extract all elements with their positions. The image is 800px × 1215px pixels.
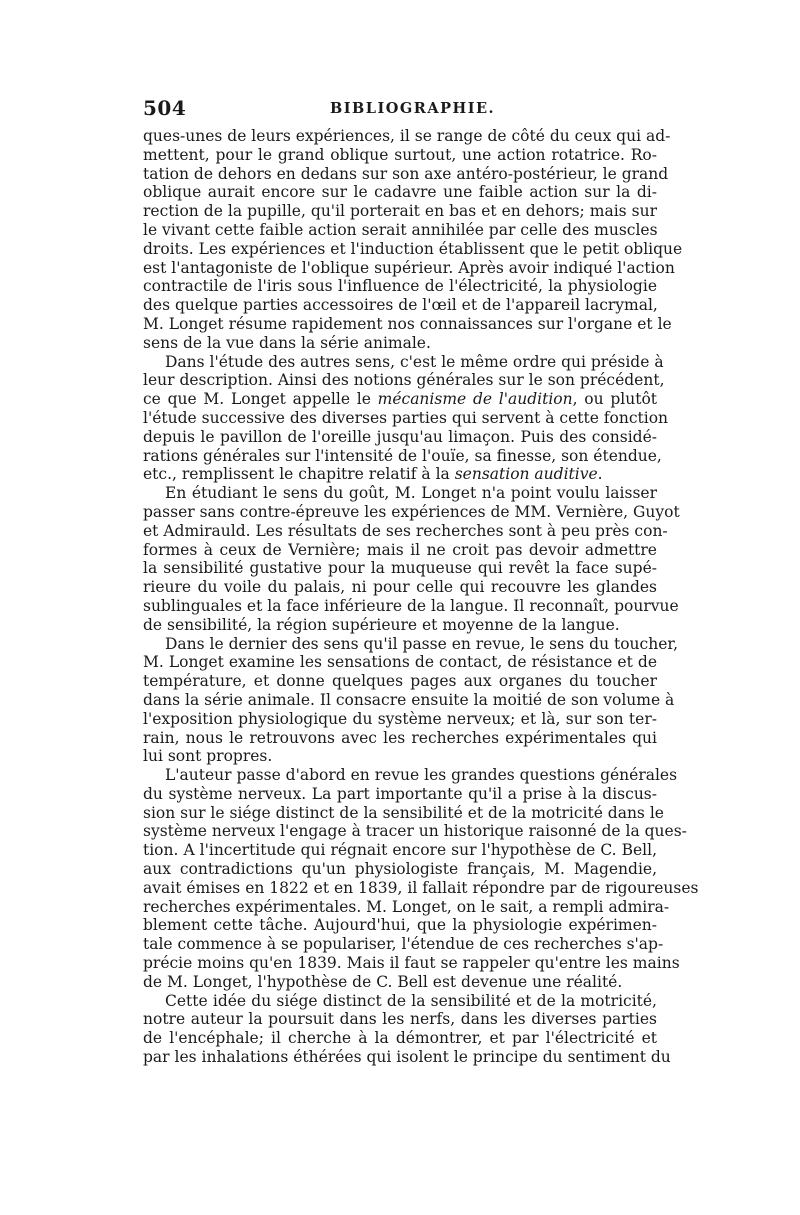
- text-line: etc., remplissent le chapitre relatif à la sensation auditive.: [143, 465, 603, 484]
- text-line: recherches expérimentales. M. Longet, on le sait, a rempli admira-: [143, 897, 670, 916]
- text-line: par les inhalations éthérées qui isolent le principe du sentiment du: [143, 1048, 671, 1067]
- text-line: rieure du voile du palais, ni pour celle qui recouvre les glandes: [143, 578, 657, 597]
- text-line: M. Longet résume rapidement nos connaissances sur l'organe et le: [143, 314, 672, 333]
- text-line: oblique aurait encore sur le cadavre une faible action sur la di-: [143, 183, 657, 202]
- text-line: sens de la vue dans la série animale.: [143, 333, 431, 352]
- text-line: Cette idée du siége distinct de la sensibilité et de la motricité,: [165, 991, 657, 1010]
- text-line: rain, nous le retrouvons avec les recherches expérimentales qui: [143, 728, 657, 747]
- text-line: est l'antagoniste de l'oblique supérieur. Après avoir indiqué l'action: [143, 258, 675, 277]
- text-line: tion. A l'incertitude qui régnait encore sur l'hypothèse de C. Bell,: [143, 841, 657, 860]
- text-line: ques-unes de leurs expériences, il se range de côté du ceux qui ad-: [143, 127, 671, 145]
- text-line: lui sont propres.: [143, 747, 273, 766]
- page-number: 504: [143, 96, 187, 120]
- text-line: M. Longet examine les sensations de contact, de résistance et de: [143, 653, 657, 672]
- text-line: de sensibilité, la région supérieure et moyenne de la langue.: [143, 615, 620, 634]
- text-line: et Admirauld. Les résultats de ses recherches sont à peu près con-: [143, 521, 668, 540]
- text-line: avait émises en 1822 et en 1839, il fallait répondre par de rigoureuses: [143, 878, 699, 897]
- text-line: depuis le pavillon de l'oreille jusqu'au limaçon. Puis des considé-: [143, 427, 657, 446]
- text-line: l'étude successive des diverses parties qui servent à cette fonction: [143, 408, 669, 427]
- text-line: système nerveux l'engage à tracer un historique raisonné de la ques-: [143, 822, 687, 841]
- text-line: blement cette tâche. Aujourd'hui, que la physiologie expérimen-: [143, 916, 657, 935]
- text-line: rection de la pupille, qu'il porterait en bas et en dehors; mais sur: [143, 202, 657, 221]
- text-line: leur description. Ainsi des notions générales sur le son précédent,: [143, 371, 665, 390]
- body-text: [143, 127, 699, 1067]
- text-line: passer sans contre-épreuve les expériences de MM. Vernière, Guyot: [143, 502, 680, 521]
- text-line: formes à ceux de Vernière; mais il ne croit pas devoir admettre: [143, 540, 657, 559]
- text-line: rations générales sur l'intensité de l'ouïe, sa finesse, son étendue,: [143, 446, 662, 465]
- text-line: sublinguales et la face inférieure de la langue. Il reconnaît, pourvue: [143, 596, 679, 615]
- text-line: ce que M. Longet appelle le mécanisme de l'audition, ou plutôt: [143, 390, 658, 409]
- text-line: dans la série animale. Il consacre ensuite la moitié de son volume à: [143, 690, 675, 709]
- text-line: tale commence à se populariser, l'étendue de ces recherches s'ap-: [143, 935, 664, 954]
- text-line: le vivant cette faible action serait annihilée par celle des muscles: [143, 220, 658, 239]
- running-head: BIBLIOGRAPHIE.: [330, 100, 496, 117]
- text-line: mettent, pour le grand oblique surtout, une action rotatrice. Ro-: [143, 145, 657, 164]
- text-line: droits. Les expériences et l'induction établissent que le petit oblique: [143, 239, 683, 258]
- text-line: précie moins qu'en 1839. Mais il faut se rappeler qu'entre les mains: [143, 954, 680, 973]
- text-line: tation de dehors en dedans sur son axe antéro-postérieur, le grand: [143, 164, 669, 183]
- text-line: En étudiant le sens du goût, M. Longet n'a point voulu laisser: [165, 484, 657, 503]
- text-line: contractile de l'iris sous l'influence de l'électricité, la physiologie: [143, 277, 657, 296]
- text-line: l'exposition physiologique du système nerveux; et là, sur son ter-: [143, 709, 657, 728]
- text-line: sion sur le siége distinct de la sensibilité et de la motricité dans le: [143, 803, 664, 822]
- text-line: du système nerveux. La part importante qu'il a prise à la discus-: [143, 784, 657, 803]
- text-line: de l'encéphale; il cherche à la démontrer, et par l'électricité et: [143, 1029, 657, 1048]
- text-line: de M. Longet, l'hypothèse de C. Bell est devenue une réalité.: [143, 972, 623, 991]
- text-line: L'auteur passe d'abord en revue les grandes questions générales: [165, 766, 678, 785]
- text-line: la sensibilité gustative pour la muqueuse qui revêt la face supé-: [143, 559, 657, 578]
- text-line: des quelque parties accessoires de l'œil et de l'appareil lacrymal,: [143, 296, 658, 315]
- text-line: aux contradictions qu'un physiologiste français, M. Magendie,: [143, 860, 657, 879]
- text-line: Dans le dernier des sens qu'il passe en revue, le sens du toucher,: [165, 634, 679, 653]
- text-line: température, et donne quelques pages aux organes du toucher: [143, 672, 657, 691]
- text-line: Dans l'étude des autres sens, c'est le même ordre qui préside à: [165, 352, 664, 371]
- text-line: notre auteur la poursuit dans les nerfs, dans les diverses parties: [143, 1010, 657, 1029]
